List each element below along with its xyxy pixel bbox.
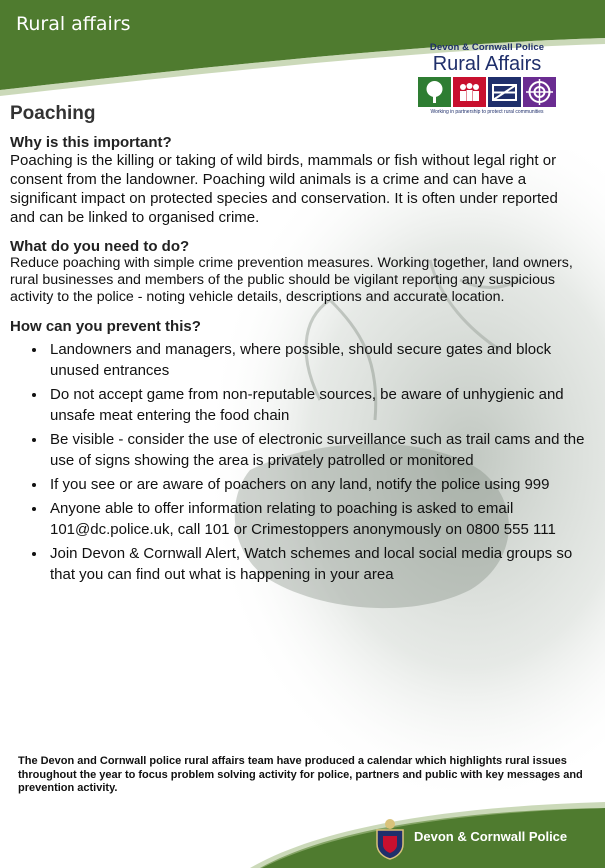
main-content [10, 103, 585, 588]
prevention-list [10, 339, 585, 585]
list-item: • Be visible - consider the use of electronic surveillance such as trail cams and the use of signs showing the area is privately patrolled or monitored [47, 429, 585, 471]
section-why [10, 134, 585, 227]
section-body: Reduce poaching with simple crime prevention measures. Working together, land owners, rural businesses and members of the public should be vigilant reporting any suspicious activity to the police - noting vehicle details, descriptions and accurate location. [10, 255, 573, 305]
footer-org: Devon & Cornwall Police [414, 829, 568, 844]
target-icon [523, 77, 556, 107]
logo-name: Rural Affairs [432, 53, 542, 75]
police-crest-icon [373, 818, 407, 860]
section-heading: Why is this important? [10, 134, 172, 151]
list-item: • If you see or are aware of poachers on any land, notify the police using 999 [47, 474, 585, 495]
footnote: The Devon and Cornwall police rural affairs team have produced a calendar which highlights rural issues throughout the year to focus problem solving activity for police, partners and public with key messages and prevention activity. [18, 755, 583, 794]
list-item: • Do not accept game from non-reputable sources, be aware of unhygienic and unsafe meat entering the food chain [47, 384, 585, 426]
section-heading: What do you need to do? [10, 238, 190, 255]
section-what [10, 238, 585, 306]
logo-org: Devon & Cornwall Police [429, 42, 545, 53]
gate-icon [488, 77, 521, 107]
section-heading: How can you prevent this? [10, 318, 201, 335]
page-title: Poaching [10, 103, 96, 124]
people-icon [453, 77, 486, 107]
list-item: • Anyone able to offer information relating to poaching is asked to email 101@dc.police.uk, call 101 or Crimestoppers anonymously on 0800 555 111 [47, 498, 585, 540]
header-title: Rural affairs [16, 13, 131, 35]
section-how [10, 318, 585, 585]
tree-icon [418, 77, 451, 107]
section-body: Poaching is the killing or taking of wild birds, mammals or fish without legal right or consent from the landowner. Poaching wild animals is a crime and can have a significant impact on protected species and conservation. It is often under reported and can be linked to organised crime. [10, 152, 558, 226]
list-item: • Landowners and managers, where possible, should secure gates and block unused entrances [47, 339, 585, 381]
list-item: • Join Devon & Cornwall Alert, Watch schemes and local social media groups so that you can find out what is happening in your area [47, 543, 585, 585]
rural-affairs-logo [416, 42, 558, 115]
logo-tagline: Working in partnership to protect rural communities [430, 109, 544, 115]
